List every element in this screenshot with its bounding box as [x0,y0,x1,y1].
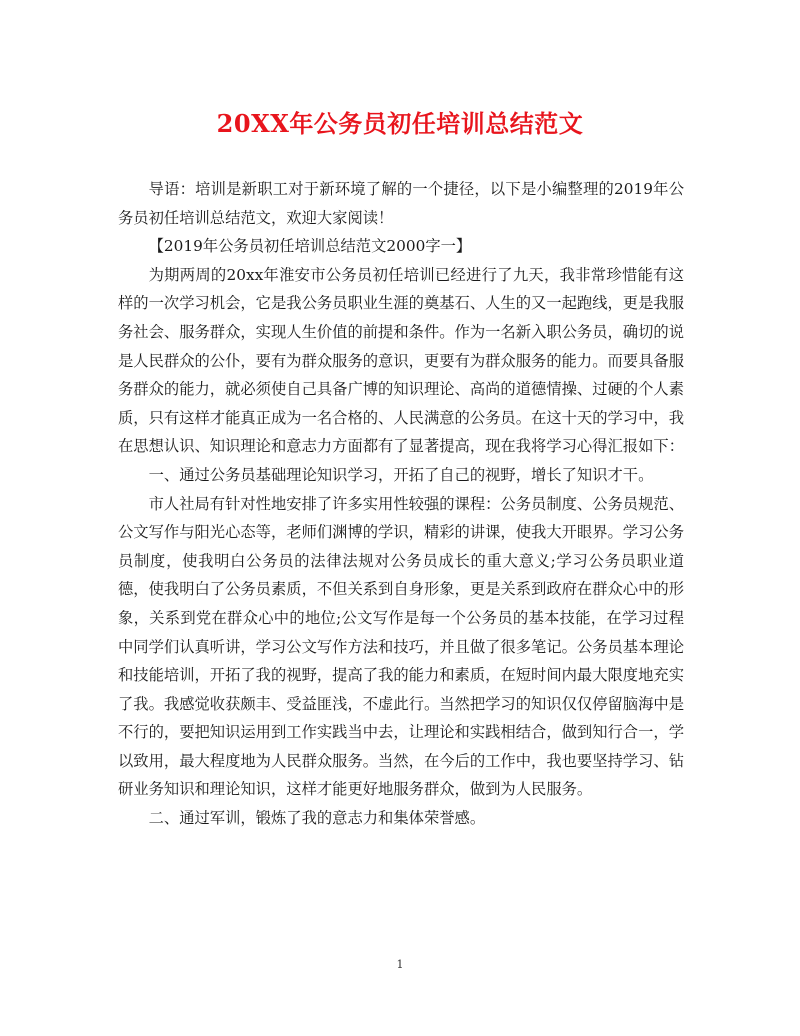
body-paragraph: 市人社局有针对性地安排了许多实用性较强的课程：公务员制度、公务员规范、公文写作与阳光心态等，老师们渊博的学识，精彩的讲课，使我大开眼界。学习公务员制度，使我明白公务员的法律法规对公务员成长的重大意义;学习公务员职业道德，使我明白了公务员素质，不但关系到自身形象，更是关系到政府在群众心中的形象，关系到党在群众心中的地位;公文写作是每一个公务员的基本技能，在学习过程中同学们认真听讲，学习公文写作方法和技巧，并且做了很多笔记。公务员基本理论和技能培训，开拓了我的视野，提高了我的能力和素质，在短时间内最大限度地充实了我。我感觉收获颇丰、受益匪浅，不虚此行。当然把学习的知识仅仅停留脑海中是不行的，要把知识运用到工作实践当中去，让理论和实践相结合，做到知行合一，学以致用，最大程度地为人民群众服务。当然，在今后的工作中，我也要坚持学习、钻研业务知识和理论知识，这样才能更好地服务群众，做到为人民服务。 [118,494,684,799]
intro-paragraph: 导语：培训是新职工对于新环境了解的一个捷径，以下是小编整理的2019年公务员初任培训总结范文，欢迎大家阅读！ [118,180,684,227]
subheading-two: 二、通过军训，锻炼了我的意志力和集体荣誉感。 [148,809,486,828]
section-heading: 【2019年公务员初任培训总结范文2000字一】 [148,237,472,256]
body-paragraph: 为期两周的20xx年淮安市公务员初任培训已经进行了九天，我非常珍惜能有这样的一次学习机会，它是我公务员职业生涯的奠基石、人生的又一起跑线，更是我服务社会、服务群众，实现人生价值的前提和条件。作为一名新入职公务员，确切的说是人民群众的公仆，要有为群众服务的意识，更要有为群众服务的能力。而要具备服务群众的能力，就必须使自己具备广博的知识理论、高尚的道德情操、过硬的个人素质，只有这样才能真正成为一名合格的、人民满意的公务员。在这十天的学习中，我在思想认识、知识理论和意志力方面都有了显著提高，现在我将学习心得汇报如下： [118,265,684,456]
page-number: 1 [396,958,404,971]
document-body [118,175,684,833]
document-title: 20XX年公务员初任培训总结范文 [216,109,584,138]
subheading-one: 一、通过公务员基础理论知识学习，开拓了自己的视野，增长了知识才干。 [148,465,654,484]
